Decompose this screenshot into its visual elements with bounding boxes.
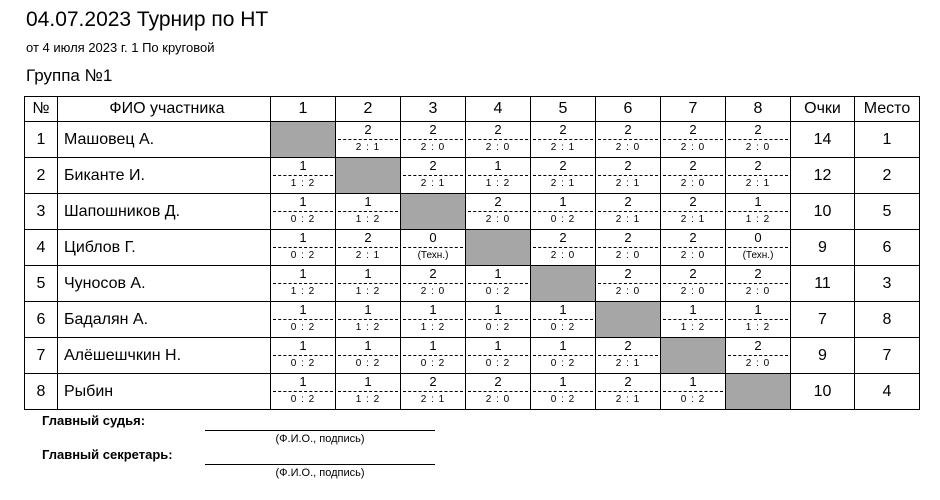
match-score: 2 : 1 <box>745 178 771 189</box>
match-result-cell <box>466 338 531 374</box>
match-result-cell <box>726 266 791 302</box>
match-points: 1 <box>364 266 372 281</box>
match-score: 0 : 2 <box>420 358 446 369</box>
match-result-cell <box>531 302 596 338</box>
match-score: 2 : 1 <box>615 178 641 189</box>
match-result-cell <box>466 194 531 230</box>
dashed-divider <box>273 319 333 320</box>
match-score: 2 : 1 <box>615 214 641 225</box>
dashed-divider <box>533 139 593 140</box>
match-score: 2 : 1 <box>615 358 641 369</box>
match-points: 1 <box>364 194 372 209</box>
match-score: (Техн.) <box>417 250 449 261</box>
match-score: 1 : 2 <box>290 178 316 189</box>
dashed-divider <box>533 355 593 356</box>
match-points: 1 <box>559 302 567 317</box>
table-row <box>25 158 920 194</box>
table-row <box>25 302 920 338</box>
dashed-divider <box>468 391 528 392</box>
dashed-divider <box>728 211 788 212</box>
match-result-cell <box>661 374 726 410</box>
match-score: 0 : 2 <box>290 250 316 261</box>
match-score: 2 : 1 <box>550 178 576 189</box>
chief-secretary-signature-hint: (Ф.И.О., подпись) <box>275 467 365 479</box>
match-score: 0 : 2 <box>290 214 316 225</box>
participant-number: 1 <box>25 122 58 158</box>
match-points: 1 <box>429 338 437 353</box>
table-body <box>25 122 920 410</box>
match-result-cell <box>336 374 401 410</box>
self-match-cell <box>661 338 726 374</box>
match-points: 1 <box>494 338 502 353</box>
match-points: 1 <box>299 338 307 353</box>
table-row <box>25 266 920 302</box>
match-points: 2 <box>689 158 697 173</box>
dashed-divider <box>663 391 723 392</box>
match-score: 0 : 2 <box>355 358 381 369</box>
dashed-divider <box>468 139 528 140</box>
match-result-cell <box>596 158 661 194</box>
participant-name: Бадалян А. <box>58 302 271 338</box>
dashed-divider <box>403 355 463 356</box>
match-points: 1 <box>299 302 307 317</box>
match-result-cell <box>336 230 401 266</box>
match-result-cell <box>726 122 791 158</box>
participant-place: 1 <box>855 122 920 158</box>
results-table <box>24 96 920 410</box>
match-score: 1 : 2 <box>290 286 316 297</box>
match-points: 2 <box>689 122 697 137</box>
match-points: 1 <box>429 302 437 317</box>
dashed-divider <box>598 391 658 392</box>
match-result-cell <box>401 338 466 374</box>
match-points: 0 <box>429 230 437 245</box>
match-result-cell <box>271 302 336 338</box>
participant-place: 6 <box>855 230 920 266</box>
match-result-cell <box>661 194 726 230</box>
chief-secretary-signature-line <box>205 464 435 465</box>
match-result-cell <box>466 266 531 302</box>
match-points: 2 <box>624 266 632 281</box>
participant-points: 9 <box>791 338 855 374</box>
match-points: 1 <box>364 338 372 353</box>
match-score: 2 : 0 <box>485 394 511 405</box>
dashed-divider <box>663 319 723 320</box>
chief-judge-label: Главный судья: <box>42 413 146 428</box>
match-result-cell <box>401 158 466 194</box>
match-result-cell <box>531 158 596 194</box>
match-result-cell <box>336 266 401 302</box>
match-points: 2 <box>429 158 437 173</box>
match-points: 2 <box>754 122 762 137</box>
participant-number: 2 <box>25 158 58 194</box>
participant-place: 4 <box>855 374 920 410</box>
match-score: 0 : 2 <box>485 286 511 297</box>
dashed-divider <box>533 211 593 212</box>
match-result-cell <box>531 230 596 266</box>
match-result-cell <box>271 338 336 374</box>
match-score: 2 : 1 <box>420 394 446 405</box>
participant-place: 3 <box>855 266 920 302</box>
match-points: 2 <box>429 266 437 281</box>
match-points: 2 <box>494 194 502 209</box>
match-score: 1 : 2 <box>745 214 771 225</box>
match-result-cell <box>726 302 791 338</box>
participant-place: 7 <box>855 338 920 374</box>
match-points: 0 <box>754 230 762 245</box>
participant-points: 9 <box>791 230 855 266</box>
column-header-1: 1 <box>271 97 336 122</box>
participant-number: 6 <box>25 302 58 338</box>
dashed-divider <box>663 211 723 212</box>
dashed-divider <box>338 355 398 356</box>
match-score: 2 : 0 <box>680 286 706 297</box>
table-row <box>25 122 920 158</box>
participant-points: 10 <box>791 374 855 410</box>
participant-name: Алёшешчкин Н. <box>58 338 271 374</box>
dashed-divider <box>663 139 723 140</box>
match-score: 2 : 0 <box>420 286 446 297</box>
dashed-divider <box>273 391 333 392</box>
match-score: 2 : 0 <box>420 142 446 153</box>
participant-number: 4 <box>25 230 58 266</box>
participant-number: 7 <box>25 338 58 374</box>
match-points: 2 <box>559 122 567 137</box>
match-score: 2 : 0 <box>745 358 771 369</box>
match-points: 1 <box>559 374 567 389</box>
dashed-divider <box>468 175 528 176</box>
match-score: (Техн.) <box>742 250 774 261</box>
dashed-divider <box>338 391 398 392</box>
column-header-name: ФИО участника <box>58 97 271 122</box>
match-points: 1 <box>689 302 697 317</box>
match-points: 1 <box>299 230 307 245</box>
match-score: 0 : 2 <box>485 322 511 333</box>
match-points: 1 <box>364 302 372 317</box>
match-score: 2 : 0 <box>680 142 706 153</box>
match-score: 2 : 1 <box>420 178 446 189</box>
participant-name: Циблов Г. <box>58 230 271 266</box>
dashed-divider <box>598 175 658 176</box>
page-title: 04.07.2023 Турнир по НТ <box>26 8 269 31</box>
column-header-number: № <box>25 97 58 122</box>
match-result-cell <box>596 338 661 374</box>
dashed-divider <box>598 139 658 140</box>
participant-name: Машовец А. <box>58 122 271 158</box>
self-match-cell <box>726 374 791 410</box>
match-result-cell <box>726 158 791 194</box>
participant-name: Рыбин <box>58 374 271 410</box>
match-result-cell <box>531 374 596 410</box>
dashed-divider <box>728 175 788 176</box>
self-match-cell <box>596 302 661 338</box>
column-header-7: 7 <box>661 97 726 122</box>
match-result-cell <box>271 266 336 302</box>
match-score: 2 : 0 <box>615 286 641 297</box>
match-result-cell <box>596 374 661 410</box>
match-points: 2 <box>754 158 762 173</box>
chief-judge-signature-hint: (Ф.И.О., подпись) <box>275 433 365 445</box>
column-header-place: Место <box>855 97 920 122</box>
match-result-cell <box>401 230 466 266</box>
match-points: 1 <box>299 266 307 281</box>
match-score: 0 : 2 <box>550 358 576 369</box>
dashed-divider <box>728 283 788 284</box>
match-points: 1 <box>754 194 762 209</box>
match-result-cell <box>336 338 401 374</box>
match-points: 2 <box>559 158 567 173</box>
match-result-cell <box>726 194 791 230</box>
dashed-divider <box>403 247 463 248</box>
dashed-divider <box>273 283 333 284</box>
match-score: 2 : 0 <box>550 250 576 261</box>
dashed-divider <box>273 211 333 212</box>
match-points: 2 <box>754 338 762 353</box>
match-score: 2 : 0 <box>615 250 641 261</box>
match-result-cell <box>596 230 661 266</box>
dashed-divider <box>663 175 723 176</box>
match-score: 1 : 2 <box>355 286 381 297</box>
match-points: 2 <box>624 374 632 389</box>
match-points: 2 <box>429 122 437 137</box>
match-points: 2 <box>494 374 502 389</box>
match-score: 2 : 0 <box>485 214 511 225</box>
match-result-cell <box>531 194 596 230</box>
participant-number: 8 <box>25 374 58 410</box>
table-row <box>25 230 920 266</box>
match-result-cell <box>596 266 661 302</box>
match-score: 1 : 2 <box>420 322 446 333</box>
dashed-divider <box>403 283 463 284</box>
dashed-divider <box>338 319 398 320</box>
dashed-divider <box>598 355 658 356</box>
match-points: 2 <box>429 374 437 389</box>
dashed-divider <box>728 139 788 140</box>
table-row <box>25 338 920 374</box>
match-points: 1 <box>494 302 502 317</box>
match-score: 0 : 2 <box>290 358 316 369</box>
dashed-divider <box>533 175 593 176</box>
match-points: 2 <box>624 338 632 353</box>
self-match-cell <box>336 158 401 194</box>
dashed-divider <box>728 319 788 320</box>
match-score: 2 : 1 <box>615 394 641 405</box>
match-result-cell <box>466 374 531 410</box>
dashed-divider <box>728 355 788 356</box>
participant-name: Биканте И. <box>58 158 271 194</box>
match-score: 1 : 2 <box>485 178 511 189</box>
dashed-divider <box>533 391 593 392</box>
match-score: 0 : 2 <box>290 322 316 333</box>
column-header-8: 8 <box>726 97 791 122</box>
match-score: 1 : 2 <box>745 322 771 333</box>
table-row <box>25 194 920 230</box>
match-points: 2 <box>364 122 372 137</box>
match-points: 2 <box>754 266 762 281</box>
dashed-divider <box>273 355 333 356</box>
match-result-cell <box>271 374 336 410</box>
match-result-cell <box>401 374 466 410</box>
column-header-points: Очки <box>791 97 855 122</box>
column-header-3: 3 <box>401 97 466 122</box>
participant-points: 10 <box>791 194 855 230</box>
dashed-divider <box>273 175 333 176</box>
match-result-cell <box>466 122 531 158</box>
match-result-cell <box>531 338 596 374</box>
match-points: 1 <box>364 374 372 389</box>
dashed-divider <box>338 139 398 140</box>
chief-secretary-label: Главный секретарь: <box>42 447 173 462</box>
match-result-cell <box>661 302 726 338</box>
match-points: 2 <box>559 230 567 245</box>
match-result-cell <box>661 122 726 158</box>
dashed-divider <box>598 283 658 284</box>
self-match-cell <box>401 194 466 230</box>
dashed-divider <box>468 319 528 320</box>
match-points: 1 <box>494 266 502 281</box>
dashed-divider <box>403 139 463 140</box>
match-result-cell <box>596 194 661 230</box>
dashed-divider <box>663 247 723 248</box>
participant-points: 14 <box>791 122 855 158</box>
match-score: 2 : 1 <box>355 250 381 261</box>
participant-name: Шапошников Д. <box>58 194 271 230</box>
dashed-divider <box>598 211 658 212</box>
match-points: 2 <box>624 230 632 245</box>
match-score: 2 : 1 <box>680 214 706 225</box>
dashed-divider <box>663 283 723 284</box>
participant-place: 5 <box>855 194 920 230</box>
dashed-divider <box>338 211 398 212</box>
self-match-cell <box>466 230 531 266</box>
match-points: 1 <box>689 374 697 389</box>
match-result-cell <box>401 122 466 158</box>
match-result-cell <box>661 230 726 266</box>
dashed-divider <box>533 247 593 248</box>
dashed-divider <box>468 283 528 284</box>
match-result-cell <box>726 230 791 266</box>
participant-points: 11 <box>791 266 855 302</box>
self-match-cell <box>271 122 336 158</box>
match-points: 1 <box>299 374 307 389</box>
participant-place: 2 <box>855 158 920 194</box>
match-score: 0 : 2 <box>550 214 576 225</box>
match-result-cell <box>336 194 401 230</box>
match-points: 1 <box>559 194 567 209</box>
match-points: 2 <box>689 194 697 209</box>
column-header-4: 4 <box>466 97 531 122</box>
match-result-cell <box>726 338 791 374</box>
dashed-divider <box>403 175 463 176</box>
match-score: 1 : 2 <box>355 394 381 405</box>
column-header-5: 5 <box>531 97 596 122</box>
match-points: 1 <box>299 194 307 209</box>
match-points: 1 <box>494 158 502 173</box>
dashed-divider <box>598 247 658 248</box>
match-points: 2 <box>624 194 632 209</box>
match-points: 2 <box>689 230 697 245</box>
match-score: 2 : 0 <box>680 250 706 261</box>
match-score: 2 : 1 <box>355 142 381 153</box>
match-result-cell <box>596 122 661 158</box>
match-score: 0 : 2 <box>550 394 576 405</box>
dashed-divider <box>338 283 398 284</box>
participant-points: 7 <box>791 302 855 338</box>
participant-points: 12 <box>791 158 855 194</box>
participant-name: Чуносов А. <box>58 266 271 302</box>
match-result-cell <box>401 266 466 302</box>
participant-place: 8 <box>855 302 920 338</box>
participant-number: 5 <box>25 266 58 302</box>
match-score: 2 : 0 <box>680 178 706 189</box>
match-result-cell <box>401 302 466 338</box>
match-points: 2 <box>689 266 697 281</box>
match-score: 2 : 1 <box>550 142 576 153</box>
match-result-cell <box>661 158 726 194</box>
match-points: 2 <box>494 122 502 137</box>
match-score: 2 : 0 <box>745 286 771 297</box>
match-result-cell <box>466 158 531 194</box>
match-score: 0 : 2 <box>550 322 576 333</box>
dashed-divider <box>728 247 788 248</box>
match-result-cell <box>336 302 401 338</box>
participant-number: 3 <box>25 194 58 230</box>
dashed-divider <box>403 391 463 392</box>
match-score: 1 : 2 <box>355 322 381 333</box>
match-score: 0 : 2 <box>485 358 511 369</box>
dashed-divider <box>468 355 528 356</box>
chief-judge-signature-line <box>205 430 435 431</box>
match-result-cell <box>271 230 336 266</box>
match-result-cell <box>271 158 336 194</box>
match-result-cell <box>661 266 726 302</box>
page-subtitle: от 4 июля 2023 г. 1 По круговой <box>26 40 215 55</box>
dashed-divider <box>533 319 593 320</box>
dashed-divider <box>468 211 528 212</box>
match-points: 1 <box>754 302 762 317</box>
match-points: 2 <box>364 230 372 245</box>
match-points: 1 <box>559 338 567 353</box>
match-points: 2 <box>624 158 632 173</box>
match-result-cell <box>466 302 531 338</box>
match-result-cell <box>531 122 596 158</box>
match-points: 1 <box>299 158 307 173</box>
match-score: 2 : 0 <box>615 142 641 153</box>
dashed-divider <box>403 319 463 320</box>
match-score: 1 : 2 <box>355 214 381 225</box>
match-points: 2 <box>624 122 632 137</box>
column-header-2: 2 <box>336 97 401 122</box>
match-score: 2 : 0 <box>745 142 771 153</box>
table-header-row <box>25 97 920 122</box>
match-result-cell <box>336 122 401 158</box>
match-score: 1 : 2 <box>680 322 706 333</box>
self-match-cell <box>531 266 596 302</box>
column-header-6: 6 <box>596 97 661 122</box>
group-heading: Группа №1 <box>26 66 113 85</box>
table-row <box>25 374 920 410</box>
dashed-divider <box>338 247 398 248</box>
dashed-divider <box>273 247 333 248</box>
match-result-cell <box>271 194 336 230</box>
match-score: 0 : 2 <box>680 394 706 405</box>
match-score: 2 : 0 <box>485 142 511 153</box>
match-score: 0 : 2 <box>290 394 316 405</box>
